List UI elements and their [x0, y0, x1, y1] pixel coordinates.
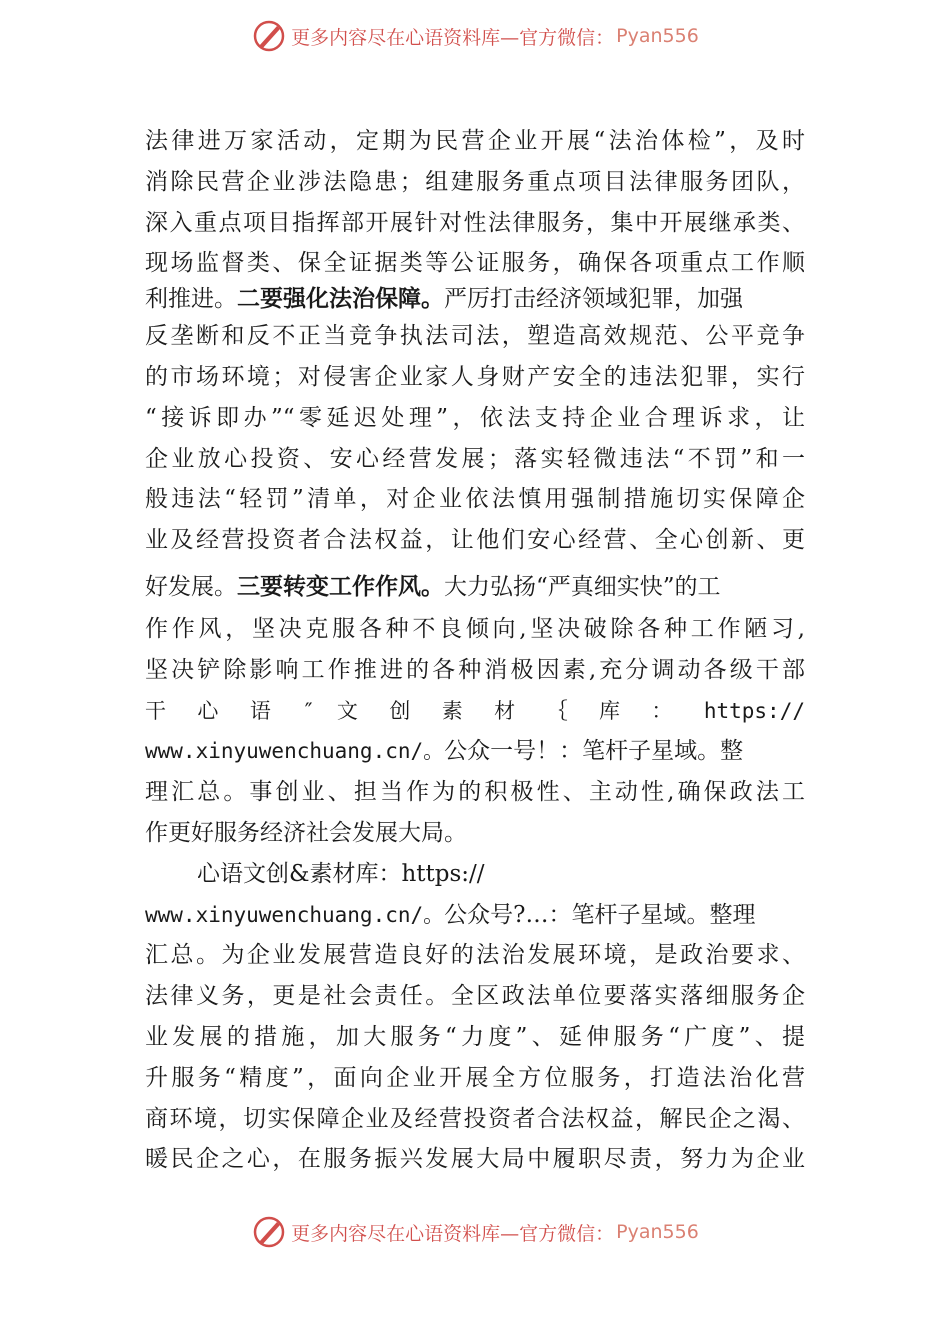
text-line: “接诉即办”“零延迟处理”，依法支持企业合理诉求，让: [145, 404, 805, 431]
text-line: 的市场环境；对侵害企业家人身财产安全的违法犯罪，实行: [145, 363, 805, 390]
text-line: 作作风，坚决克服各种不良倾向,坚决破除各种工作陋习,: [145, 615, 805, 642]
text-span: 公众号?…：笔杆子星域。整理: [444, 901, 756, 928]
header-watermark: [0, 16, 950, 56]
text-line: 深入重点项目指挥部开展针对性法律服务，集中开展继承类、: [145, 209, 805, 236]
text-line: 商环境，切实保障企业及经营投资者合法权益，解民企之渴、: [145, 1105, 805, 1132]
text-line: 法律进万家活动，定期为民营企业开展“法治体检”，及时: [145, 128, 805, 154]
text-span: 严厉打击经济领域犯罪，加强: [444, 286, 743, 313]
text-line: 企业放心投资、安心经营发展；落实轻微违法“不罚”和一: [145, 445, 805, 472]
text-span: 公众一号！：笔杆子星域。整: [444, 738, 744, 765]
pen-circle-logo-icon: [251, 18, 287, 54]
text-line: 理汇总。事创业、担当作为的积极性、主动性,确保政法工: [145, 779, 805, 806]
text-line: 消除民营企业涉法隐患；组建服务重点项目法律服务团队，: [145, 168, 805, 195]
text-line: [145, 854, 805, 895]
text-line: [145, 731, 805, 772]
text-line: 升服务“精度”，面向企业开展全方位服务，打造法治化营: [145, 1064, 805, 1091]
header-watermark-text: 更多内容尽在心语资料库—官方微信：: [291, 26, 615, 49]
text-line: [145, 561, 805, 609]
text-line: [145, 284, 805, 316]
url-text: www.xinyuwenchuang.cn/。: [145, 902, 445, 927]
pen-circle-logo-icon: [251, 1214, 287, 1250]
header-watermark-id: Pyan556: [616, 25, 699, 47]
text-line: 坚决铲除影响工作推进的各种消极因素,充分调动各级干部: [145, 656, 805, 683]
text-line: 业及经营投资者合法权益，让他们安心经营、全心创新、更: [145, 527, 805, 554]
section-heading-3: 三要转变工作作风。: [237, 573, 444, 600]
text-span: 大力弘扬“严真细实快”的工: [444, 573, 721, 600]
footer-watermark: [0, 1212, 950, 1252]
text-span: 好发展。: [145, 573, 237, 600]
document-body: [145, 121, 805, 1180]
text-line: 汇总。为企业发展营造良好的法治发展环境，是政治要求、: [145, 942, 805, 969]
text-line: 暖民企之心，在服务振兴发展大局中履职尽责，努力为企业: [145, 1146, 805, 1173]
footer-watermark-text: 更多内容尽在心语资料库—官方微信：: [291, 1222, 615, 1245]
text-line: 反垄断和反不正当竞争执法司法，塑造高效规范、公平竞争: [145, 323, 805, 350]
text-line: 干 心 语 ″ 文 创 素 材 ｛ 库 ： https://: [145, 698, 805, 723]
text-line: 法律义务，更是社会责任。全区政法单位要落实落细服务企: [145, 983, 805, 1010]
text-span: 利推进。: [145, 286, 237, 313]
text-line: [145, 895, 805, 936]
url-text: www.xinyuwenchuang.cn/。: [145, 739, 445, 764]
text-line: 业发展的措施，加大服务“力度”、延伸服务“广度”、提: [145, 1023, 805, 1050]
text-line: 作更好服务经济社会发展大局。: [145, 819, 467, 846]
footer-watermark-id: Pyan556: [616, 1221, 699, 1243]
text-line: 现场监督类、保全证据类等公证服务，确保各项重点工作顺: [145, 250, 805, 277]
text-line: 般违法“轻罚”清单，对企业依法慎用强制措施切实保障企: [145, 486, 805, 513]
section-heading-2: 二要强化法治保障。: [237, 286, 444, 313]
text-span: 心语文创&素材库：https://: [197, 860, 485, 887]
